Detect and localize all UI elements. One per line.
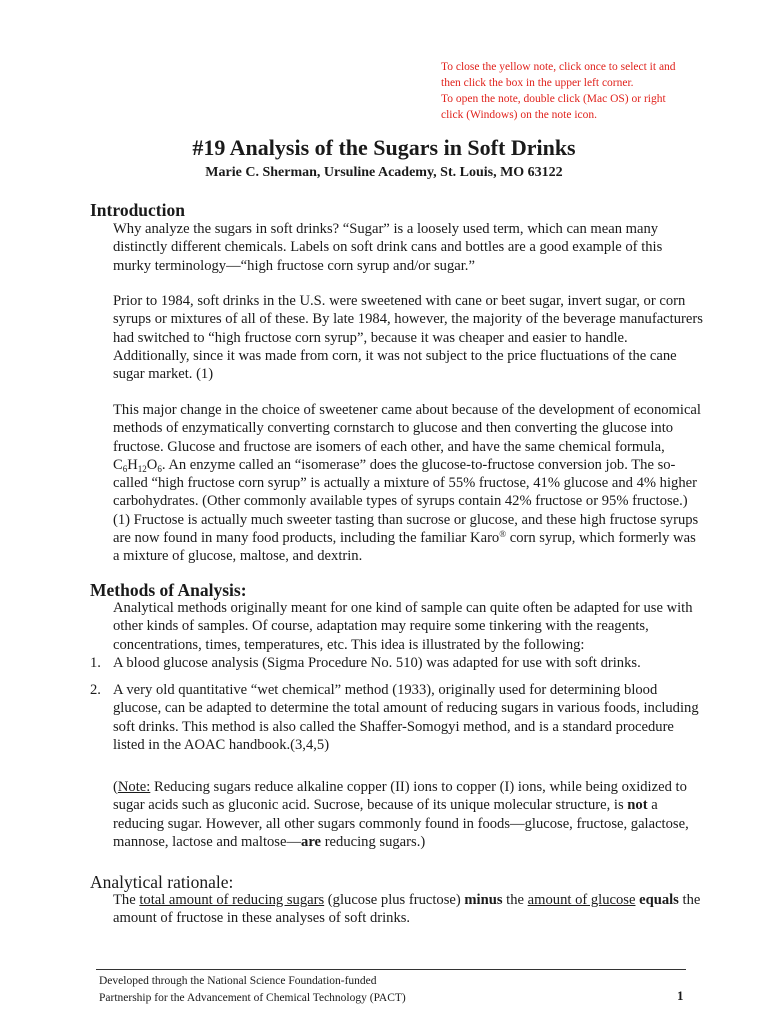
footer-line: Partnership for the Advancement of Chemical Technology (PACT) bbox=[99, 992, 406, 1004]
intro-paragraph-3 bbox=[113, 401, 703, 566]
emphasis-minus: minus bbox=[464, 892, 503, 908]
rationale-paragraph: The total amount of reducing sugars (glucose plus fructose) minus the amount of glucose equals the amount of fructose in these analyses of soft drinks. bbox=[113, 892, 701, 927]
intro-paragraph-2: Prior to 1984, soft drinks in the U.S. were sweetened with cane or beet sugar, invert sugar, or corn syrups or mixtures of all of these. By late 1984, however, the majority of the beverage manufacturers had switched to “high fructose corn syrup”, because it was cheaper and easier to handle. Additionally, since it was made from corn, it was not subject to the price fluctuations of the cane sugar market. (1) bbox=[113, 293, 703, 383]
methods-intro-paragraph: Analytical methods originally meant for one kind of sample can quite often be adapted for use with other kinds of samples. Of course, adaptation may require some tinkering with the reagents, concentrations, times, temperatures, etc. This idea is illustrated by the following: bbox=[113, 600, 693, 653]
list-item-2: A very old quantitative “wet chemical” method (1933), originally used for determining blood glucose, can be adapted to determine the total amount of reducing sugars in various foods, including soft drinks. This method is also called the Shaffer-Somogyi method, and is a standard procedure listed in the AOAC handbook.(3,4,5) bbox=[113, 682, 699, 753]
para3-text-a: This major change in the choice of sweetener came about because of the development of economical methods of enzymatically converting cornstarch to glucose and then converting the glucose into fructose. Glucose and fructose are isomers of each other, and have the same chemical formula, bbox=[113, 402, 701, 455]
footer-line: Developed through the National Science Foundation-funded bbox=[99, 975, 377, 987]
underlined-term: total amount of reducing sugars bbox=[139, 892, 325, 908]
underlined-term: amount of glucose bbox=[527, 892, 636, 908]
para3-text-b: . An enzyme called an “isomerase” does the glucose-to-fructose conversion job. The so-called “high fructose corn syrup” is actually a mixture of 55% fructose, 41% glucose and 4% higher carbohydrates. (Other commonly available types of syrups contain 42% fructose or 95% fructose.) (1) Fructose is actually much sweeter tasting than sucrose or glucose, and these high fructose syrups are now found in many food products, including the familiar Karo bbox=[113, 456, 699, 547]
registered-mark: ® bbox=[499, 529, 507, 540]
chemical-formula: $C_6H_{12}O_6$ bbox=[113, 456, 162, 474]
document-title: #19 Analysis of the Sugars in Soft Drinks bbox=[192, 135, 576, 160]
page-number: 1 bbox=[677, 988, 684, 1003]
note-line: To open the note, double click (Mac OS) or right bbox=[441, 93, 666, 105]
introduction-heading: Introduction bbox=[90, 200, 185, 220]
list-number: 1. bbox=[90, 655, 101, 671]
rationale-heading: Analytical rationale: bbox=[90, 872, 234, 892]
list-number: 2. bbox=[90, 682, 101, 698]
list-item-1: A blood glucose analysis (Sigma Procedure No. 510) was adapted for use with soft drinks. bbox=[113, 655, 641, 671]
methods-heading: Methods of Analysis: bbox=[90, 580, 247, 600]
footer-credits bbox=[99, 973, 406, 1007]
note-line: then click the box in the upper left corner. bbox=[441, 77, 634, 89]
para3-text-c: corn syrup, which formerly was a mixture of glucose, maltose, and dextrin. bbox=[113, 530, 696, 565]
intro-paragraph-1: Why analyze the sugars in soft drinks? “Sugar” is a loosely used term, which can mean many distinctly different chemicals. Labels on soft drink cans and bottles are a good example of this murky terminology—“high fructose corn syrup and/or sugar.” bbox=[113, 221, 663, 274]
footer-divider bbox=[96, 969, 686, 970]
note-label: Note: bbox=[117, 779, 151, 795]
emphasis-not: not bbox=[627, 797, 648, 814]
note-line: click (Windows) on the note icon. bbox=[441, 109, 598, 121]
author-byline: Marie C. Sherman, Ursuline Academy, St. Louis, MO 63122 bbox=[205, 165, 563, 180]
note-line: To close the yellow note, click once to select it and bbox=[441, 61, 676, 73]
sticky-note-instructions bbox=[441, 59, 731, 123]
reducing-sugars-note: (Note: Reducing sugars reduce alkaline copper (II) ions to copper (I) ions, while being oxidized to sugar acids such as gluconic acid. Sucrose, because of its unique molecular structure, is not a reducing sugar. However, all other sugars commonly found in foods—glucose, fructose, galactose, mannose, lactose and maltose—are reducing sugars.) bbox=[113, 779, 689, 850]
emphasis-equals: equals bbox=[639, 892, 679, 908]
emphasis-are: are bbox=[301, 833, 322, 850]
